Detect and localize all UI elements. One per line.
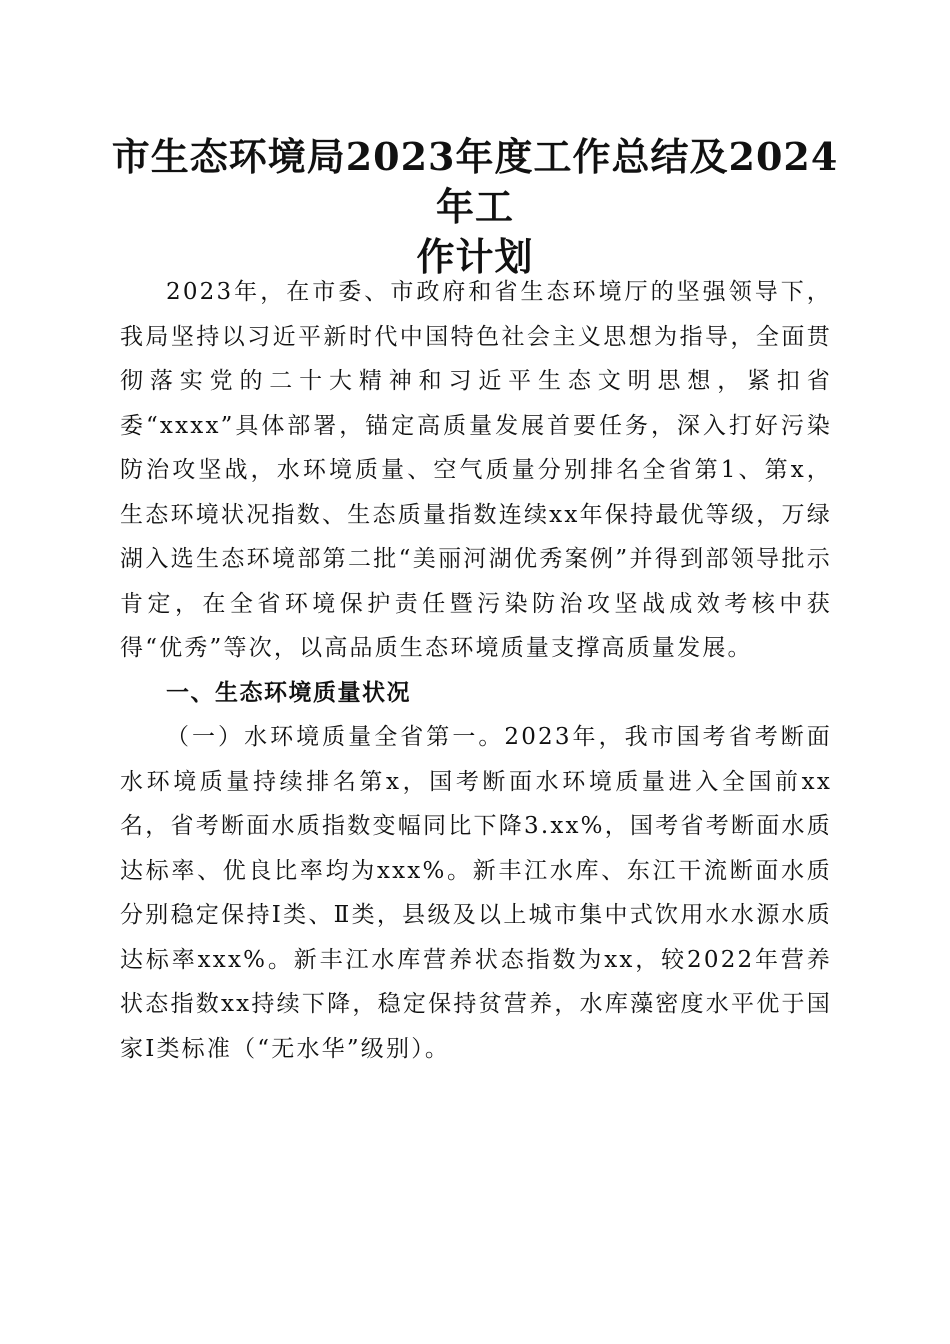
title-line-2: 作计划 [416, 234, 534, 279]
document-title [100, 132, 850, 282]
section-1-paragraph-1: （一）水环境质量全省第一。2023年，我市国考省考断面水环境质量持续排名第x，国考断面水环境质量进入全国前xx名，省考断面水质指数变幅同比下降3.xx%，国考省考断面水质达标率、优良比率均为xxx%。新丰江水库、东江干流断面水质分别稳定保持Ⅰ类、Ⅱ类，县级及以上城市集中式饮用水水源水质达标率xxx%。新丰江水库营养状态指数为xx，较2022年营养状态指数xx持续下降，稳定保持贫营养，水库藻密度水平优于国家Ⅰ类标准（“无水华”级别）。 [120, 724, 832, 1062]
title-line-1: 市生态环境局2023年度工作总结及2024年工 [111, 134, 839, 229]
section-heading-1: 一、生态环境质量状况 [166, 679, 411, 706]
document-body [120, 270, 832, 1071]
intro-paragraph: 2023年，在市委、市政府和省生态环境厅的坚强领导下，我局坚持以习近平新时代中国特色社会主义思想为指导，全面贯彻落实党的二十大精神和习近平生态文明思想，紧扣省委“xxxx”具体部署，锚定高质量发展首要任务，深入打好污染防治攻坚战，水环境质量、空气质量分别排名全省第1、第x，生态环境状况指数、生态质量指数连续xx年保持最优等级，万绿湖入选生态环境部第二批“美丽河湖优秀案例”并得到部领导批示肯定，在全省环境保护责任暨污染防治攻坚战成效考核中获得“优秀”等次，以高品质生态环境质量支撑高质量发展。 [120, 279, 832, 661]
